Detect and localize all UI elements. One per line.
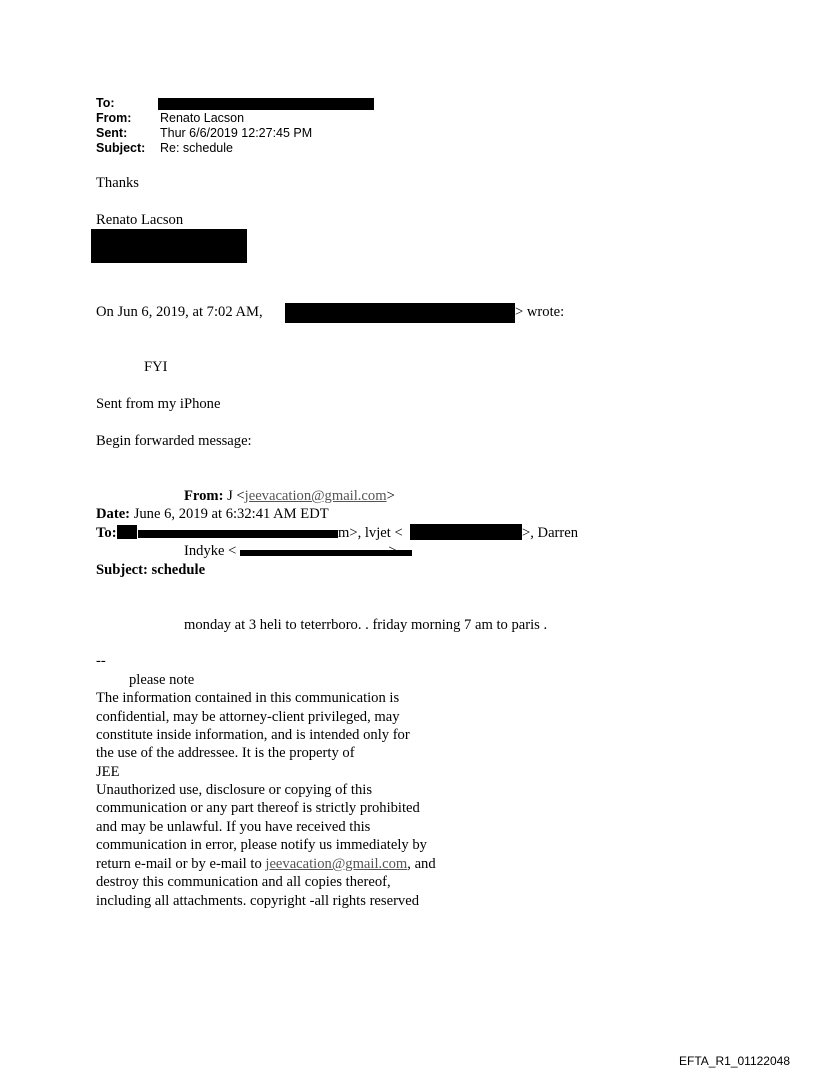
forwarded-to-line2-prefix: Indyke <: [184, 543, 237, 559]
redacted-lvjet-address: [410, 524, 522, 540]
subject-label: Subject:: [96, 141, 146, 155]
disclaimer-email-link[interactable]: jeevacation@gmail.com: [265, 856, 408, 872]
redacted-to-start: [117, 525, 137, 539]
forwarded-subject: Subject: schedule: [96, 562, 206, 578]
wrote-prefix: On Jun 6, 2019, at 7:02 AM,: [96, 304, 263, 320]
fyi-text: FYI: [144, 359, 168, 375]
please-note: please note: [129, 672, 195, 688]
disclaimer-line-7: communication or any part thereof is strictly prohibited: [96, 800, 420, 816]
forwarded-to-part1: m>, lvjet <: [338, 525, 403, 541]
forwarded-from-prefix: J <: [223, 488, 245, 504]
forwarded-from-email-link[interactable]: jeevacation@gmail.com: [244, 488, 387, 504]
disclaimer-line-4: the use of the addressee. It is the property of: [96, 745, 355, 761]
disclaimer-line-10: [96, 855, 436, 873]
subject-value: Re: schedule: [160, 141, 233, 155]
redacted-to-name: [138, 530, 338, 538]
to-label: To:: [96, 96, 115, 110]
forwarded-to-part2: >, Darren: [522, 525, 579, 541]
signature-separator: --: [96, 653, 106, 669]
redacted-sender-address: [285, 303, 515, 323]
forwarded-from-suffix: >: [386, 488, 395, 504]
signature-name: Renato Lacson: [96, 212, 184, 228]
disclaimer-line-3: constitute inside information, and is intended only for: [96, 727, 410, 743]
forwarded-message-text: monday at 3 heli to teterrboro. . friday morning 7 am to paris .: [184, 617, 548, 633]
from-value: Renato Lacson: [160, 111, 245, 125]
disclaimer-line-10-prefix: return e-mail or by e-mail to: [96, 856, 266, 872]
disclaimer-line-6: Unauthorized use, disclosure or copying of this: [96, 782, 373, 798]
wrote-suffix: > wrote:: [515, 304, 565, 320]
document-id: EFTA_R1_01122048: [679, 1054, 790, 1068]
disclaimer-line-8: and may be unlawful. If you have received this: [96, 819, 371, 835]
forwarded-date-line: [96, 505, 329, 523]
disclaimer-line-10-suffix: , and: [407, 856, 436, 872]
sent-value: Thur 6/6/2019 12:27:45 PM: [160, 126, 313, 140]
disclaimer-line-1: The information contained in this communication is: [96, 690, 400, 706]
thanks-text: Thanks: [96, 175, 139, 191]
redacted-signature-block: [91, 229, 247, 263]
disclaimer-line-9: communication in error, please notify us immediately by: [96, 837, 427, 853]
redacted-to-address: [158, 98, 374, 110]
disclaimer-line-5: JEE: [96, 764, 120, 780]
disclaimer-line-11: destroy this communication and all copies thereof,: [96, 874, 391, 890]
forwarded-to-label: To:: [96, 525, 117, 541]
redacted-indyke-address: [240, 550, 412, 556]
sent-from-iphone: Sent from my iPhone: [96, 396, 221, 412]
forwarded-date-label: Date:: [96, 506, 131, 522]
forwarded-from-line: [184, 487, 395, 505]
sent-label: Sent:: [96, 126, 128, 140]
disclaimer-line-2: confidential, may be attorney-client privileged, may: [96, 709, 400, 725]
begin-forwarded-message: Begin forwarded message:: [96, 433, 252, 449]
disclaimer-line-12: including all attachments. copyright -all rights reserved: [96, 893, 419, 909]
forwarded-from-label: From:: [184, 488, 224, 504]
from-label: From:: [96, 111, 132, 125]
forwarded-date-value: June 6, 2019 at 6:32:41 AM EDT: [130, 506, 329, 522]
